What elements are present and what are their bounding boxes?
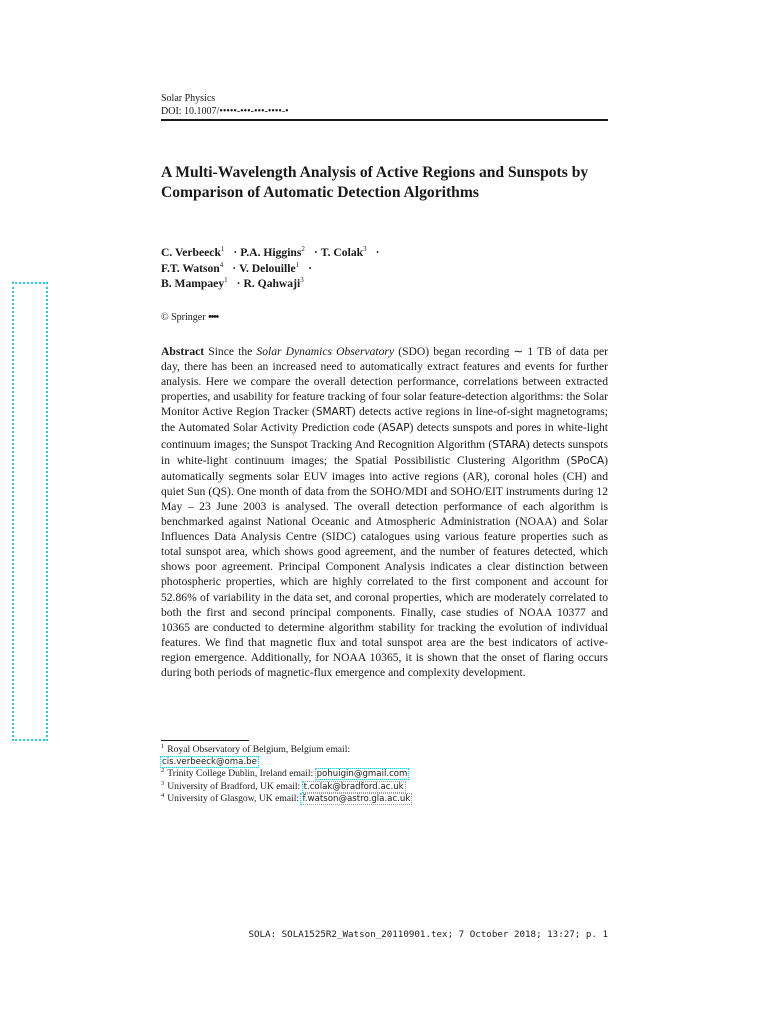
author-list <box>161 245 608 292</box>
author-row <box>161 276 608 292</box>
algorithm-name: SMART <box>315 406 352 419</box>
author-separator: · <box>308 261 312 275</box>
author-name: P.A. Higgins <box>240 246 302 259</box>
author-name: T. Colak <box>320 246 364 259</box>
copyright-line <box>161 312 218 323</box>
affiliation-mark: 3 <box>300 276 304 285</box>
paper-title: A Multi-Wavelength Analysis of Active Regions and Sunspots by Comparison of Automatic Detection Algorithms <box>161 164 589 201</box>
footnote <box>161 768 608 781</box>
footnote-text: Trinity College Dublin, Ireland email: <box>167 768 314 780</box>
footnote-rule <box>161 740 249 741</box>
author-name: C. Verbeeck <box>161 246 221 259</box>
author-name: B. Mampaey <box>161 277 225 290</box>
author-separator: · <box>232 261 237 275</box>
copyright-year-placeholder: •••• <box>208 312 219 323</box>
footnote-number: 2 <box>161 767 165 774</box>
footnote <box>161 793 608 806</box>
abstract-text: (SDO) began recording ∼ 1 TB of data per day, there has been an increased need to automatically extract features and events for further analysis. Here we compare the overall detection performance, correlations between extracted properties, and usability for feature tracking of four solar feature-detection algorithms: the Solar Monitor Active Region Tracker ( <box>161 345 608 419</box>
page-footer: SOLA: SOLA1525R2_Watson_20110901.tex; 7 October 2018; 13:27; p. 1 <box>248 929 608 940</box>
affiliation-mark: 1 <box>220 245 225 254</box>
affiliation-mark: 2 <box>301 245 305 254</box>
author-separator: · <box>236 277 241 290</box>
publisher-name: Springer <box>171 312 206 323</box>
author-separator: · <box>375 246 380 259</box>
email-link[interactable]: cis.verbeeck@oma.be <box>162 756 257 767</box>
footnote-email-line <box>161 756 608 769</box>
affiliation-mark: 1 <box>224 276 228 285</box>
footnote-text: University of Bradford, UK email: <box>167 780 301 792</box>
footnote-number: 1 <box>161 742 165 750</box>
author-name: F.T. Watson <box>161 261 220 275</box>
doi: DOI: 10.1007/•••••-•••-•••-••••-• <box>161 106 289 117</box>
footnote-number: 4 <box>161 792 165 800</box>
abstract-text: ) detects sunspots and pores in white-light continuum images; the Sunspot Tracking And Recognition Algorithm ( <box>161 421 608 451</box>
footnote-text: University of Glasgow, UK email: <box>167 793 300 805</box>
author-separator: · <box>233 246 238 259</box>
abstract-text: ) detects sunspots in white-light continuum images; the Spatial Possibilistic Clustering Algorithm ( <box>161 437 608 467</box>
footnote <box>161 744 608 756</box>
affiliation-mark: 3 <box>363 245 367 254</box>
affiliation-mark: 4 <box>219 260 224 269</box>
abstract-text: Since the <box>204 345 257 358</box>
email-link[interactable]: pohuigin@gmail.com <box>316 769 408 780</box>
abstract-text: ) automatically segments solar EUV images into active regions (AR), coronal holes (CH) and quiet Sun (QS). One month of data from the SOHO/MDI and SOHO/EIT instruments during 12 May – 23 June 2003 is analysed. The overall detection performance of each algorithm is benchmarked against National Oceanic and Atmospheric Administration (NOAA) and Solar Influences Data Analysis Centre (SIDC) catalogues using various feature properties such as total sunspot area, which shows good agreement, and the number of features detected, which shows poor agreement. Principal Component Analysis indicates a clear distinction between photospheric properties, which are highly correlated to the first component and account for 52.86% of variability in the data set, and coronal properties, which are moderately correlated to both the first and second principal components. Finally, case studies of NOAA 10377 and 10365 are conducted to determine algorithm stability for tracking the evolution of individual features. We find that magnetic flux and total sunspot area are the best indicators of active-region emergence. Additionally, for NOAA 10365, it is shown that the onset of flaring occurs during both periods of magnetic-flux emergence and complexity development. <box>161 453 608 679</box>
margin-link-box[interactable] <box>12 282 48 741</box>
journal-name: Solar Physics <box>161 93 216 104</box>
author-row <box>161 245 608 261</box>
email-link[interactable]: t.colak@bradford.ac.uk <box>303 781 404 792</box>
algorithm-name: ASAP <box>381 422 410 435</box>
footnote-number: 3 <box>161 779 165 787</box>
affiliation-mark: 1 <box>295 260 300 269</box>
algorithm-name: STARA <box>492 438 526 451</box>
author-row <box>161 261 608 277</box>
algorithm-name: SPoCA <box>570 454 605 467</box>
email-link[interactable]: f.watson@astro.gla.ac.uk <box>302 794 411 805</box>
header-rule <box>161 119 608 121</box>
abstract-italic: Solar Dynamics Observatory <box>256 345 395 358</box>
running-header <box>161 92 608 118</box>
author-name: V. Delouille <box>239 261 296 275</box>
footnote <box>161 781 608 794</box>
abstract <box>161 344 608 680</box>
abstract-label: Abstract <box>161 345 205 358</box>
copyright-icon: © <box>161 312 169 323</box>
footnote-text: Royal Observatory of Belgium, Belgium email: <box>167 744 351 755</box>
author-name: R. Qahwaji <box>243 277 301 290</box>
footnotes <box>161 744 608 806</box>
author-separator: · <box>313 246 318 259</box>
abstract-text: ) detects active regions in line-of-sight magnetograms; the Automated Solar Activity Prediction code ( <box>161 405 608 435</box>
